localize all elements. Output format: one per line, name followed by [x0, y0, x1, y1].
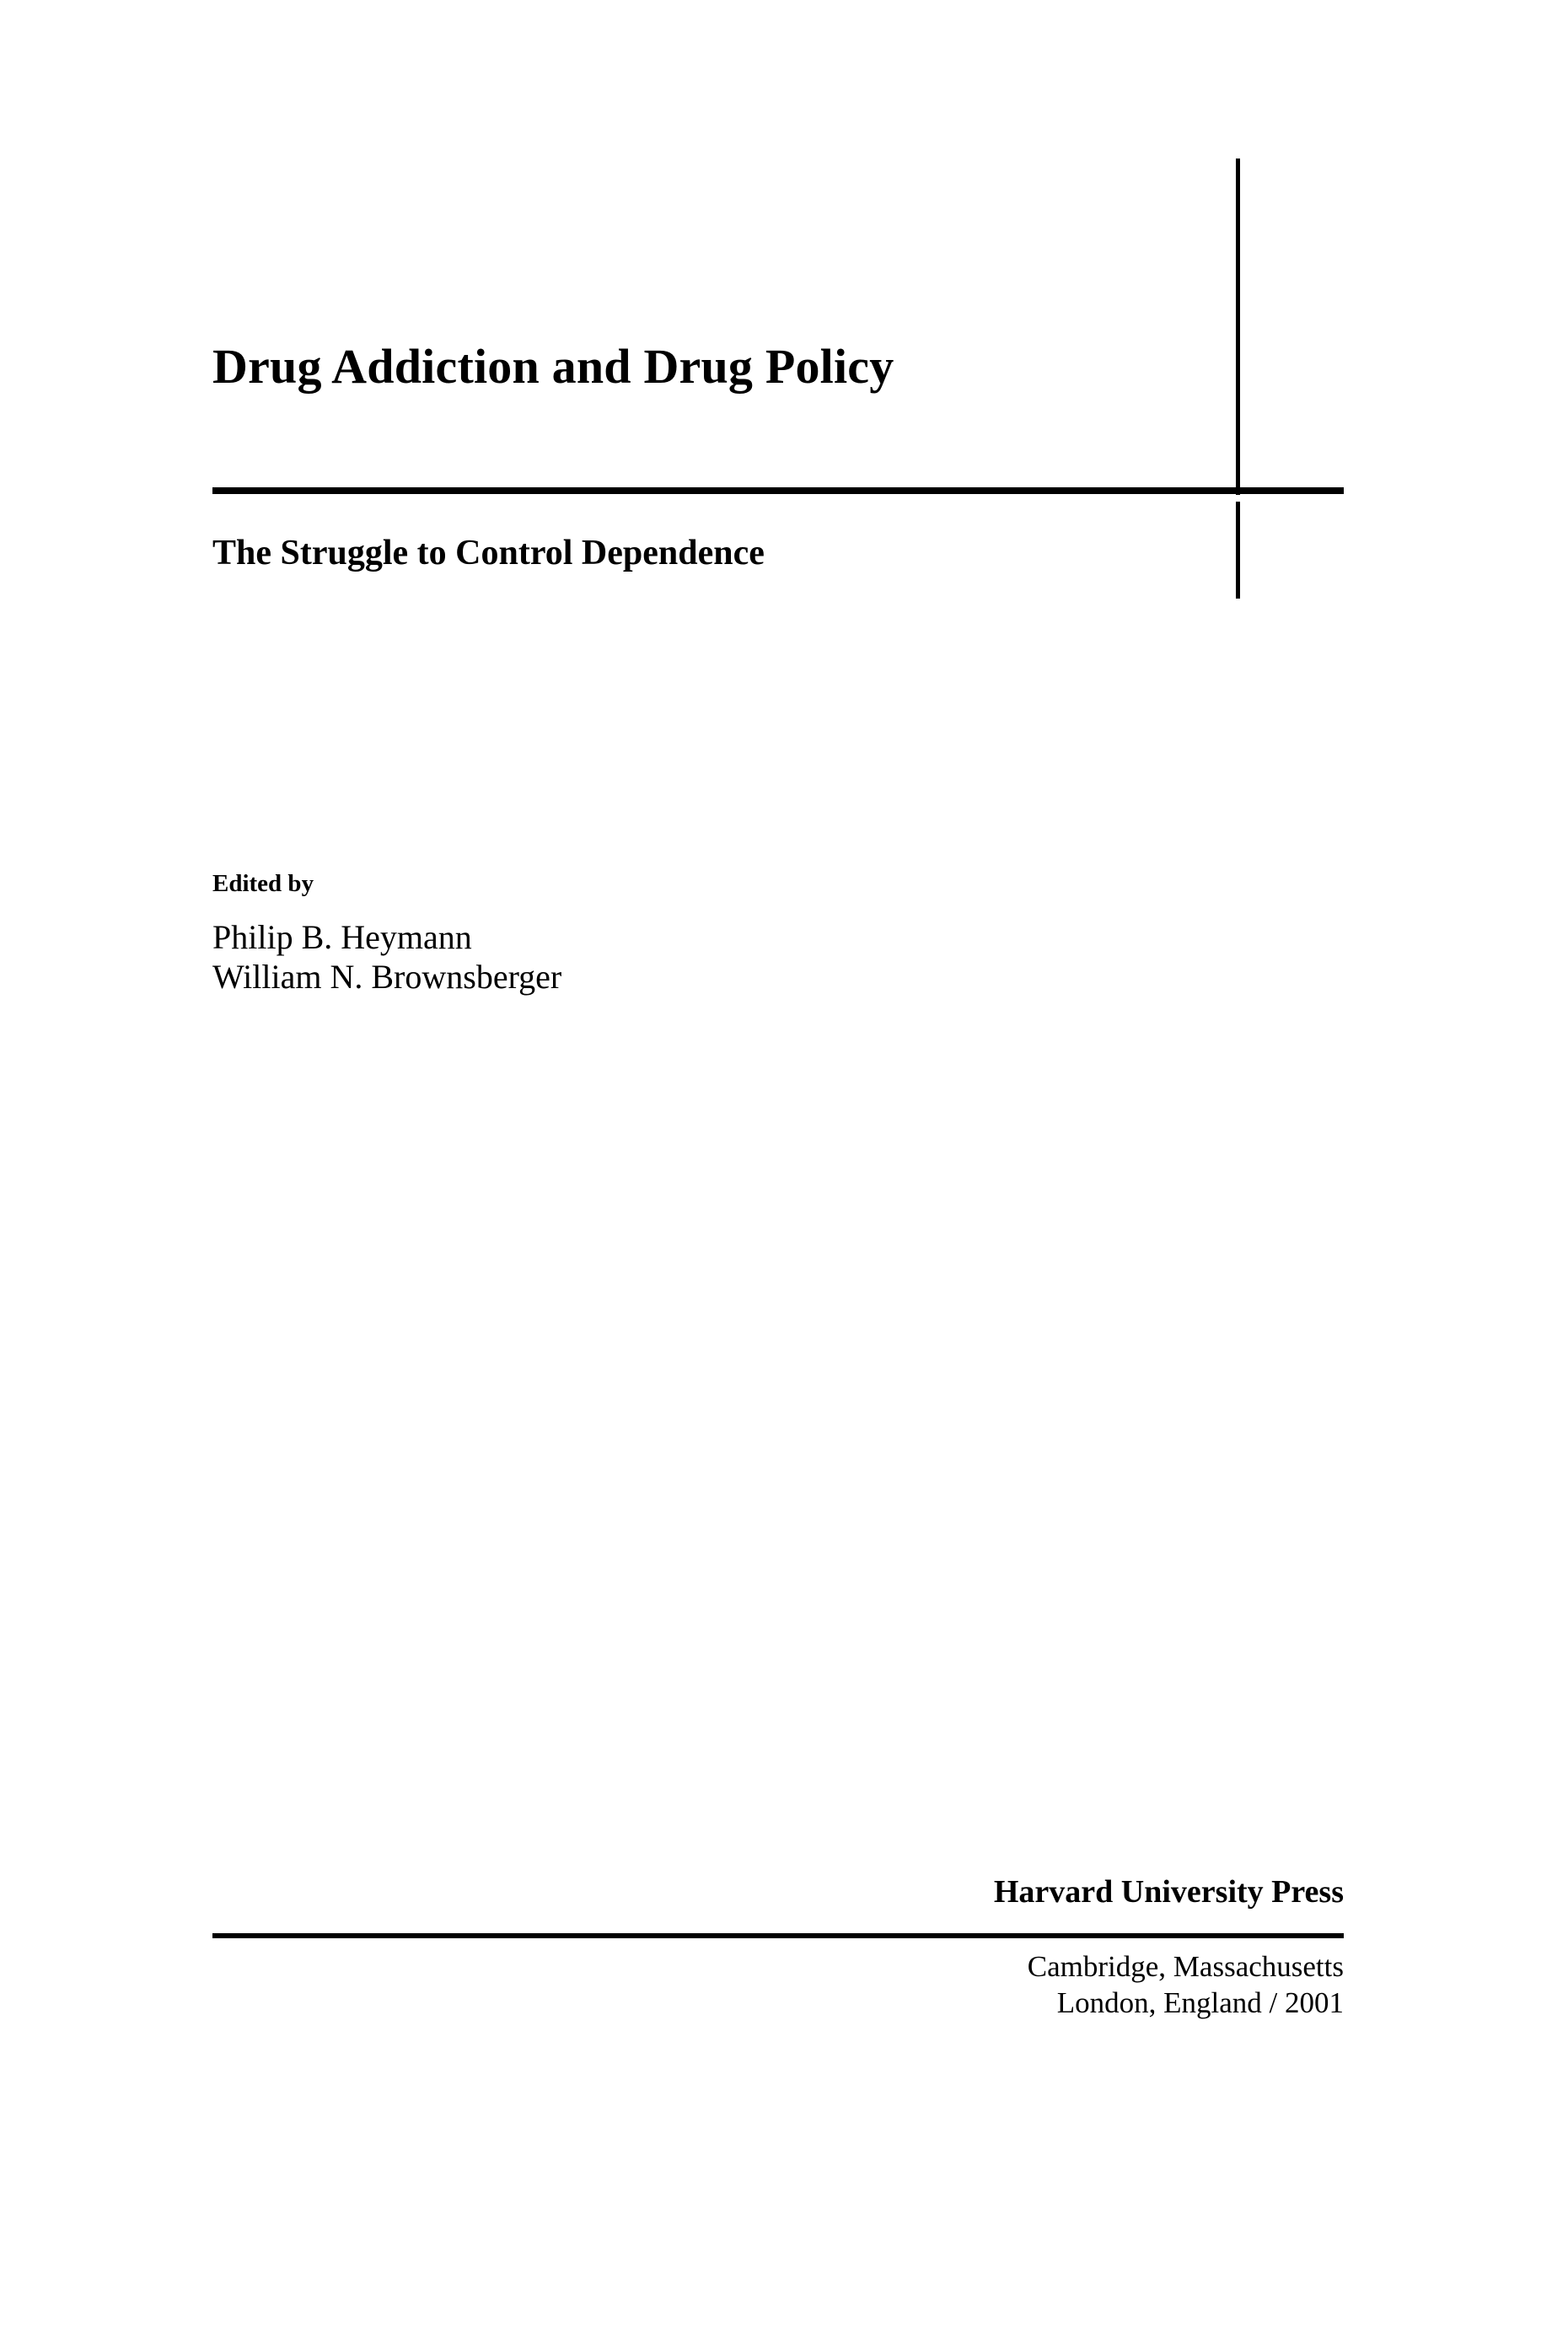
- editor-name: William N. Brownsberger: [212, 958, 562, 997]
- publisher-name: Harvard University Press: [993, 1874, 1344, 1910]
- editor-list: [212, 917, 561, 997]
- book-subtitle: The Struggle to Control Dependence: [212, 534, 765, 572]
- publisher-locations: [862, 1949, 1344, 2021]
- edited-by-label: Edited by: [212, 870, 314, 897]
- title-divider-rule: [212, 487, 1344, 494]
- vertical-rule-lower: [1236, 502, 1240, 599]
- editor-name: Philip B. Heymann: [212, 918, 472, 956]
- publisher-location: Cambridge, Massachusetts: [1027, 1950, 1344, 1983]
- publisher-divider-rule: [212, 1933, 1344, 1938]
- publisher-location: London, England / 2001: [1056, 1985, 1344, 2019]
- book-title: Drug Addiction and Drug Policy: [212, 339, 894, 395]
- vertical-rule-upper: [1236, 159, 1240, 495]
